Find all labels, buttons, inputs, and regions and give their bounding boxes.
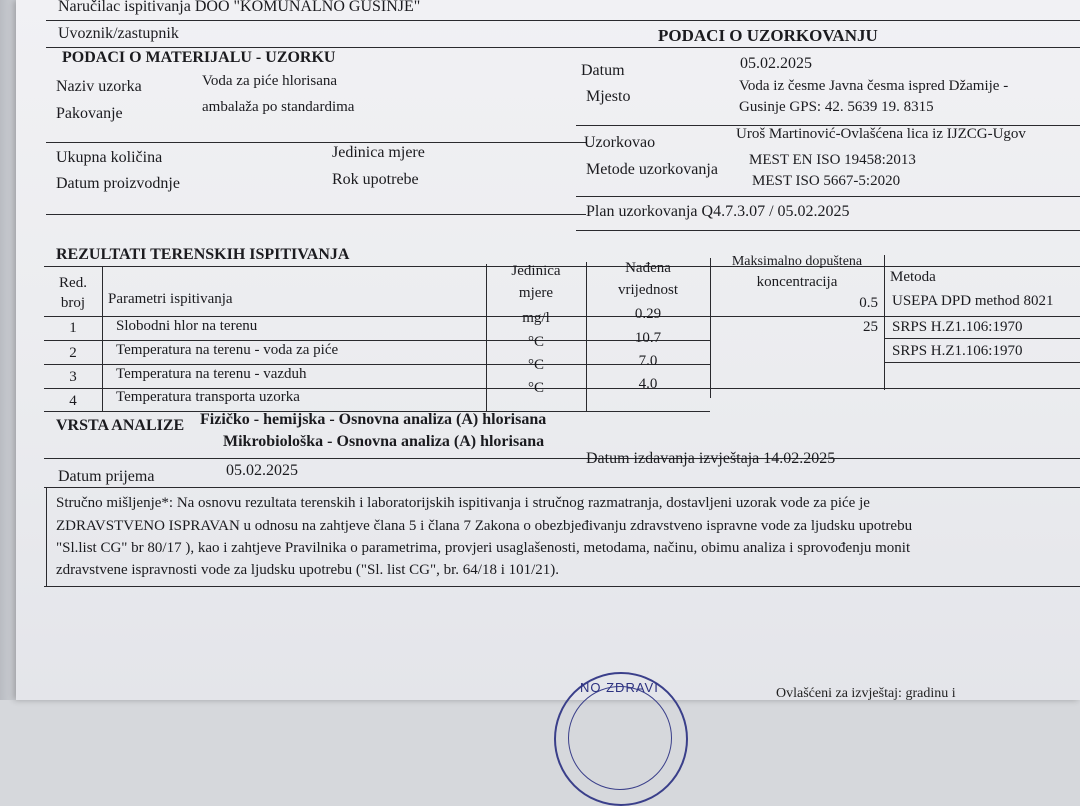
th-red-1: Red. [59, 275, 87, 291]
th-max-2: koncentracija [756, 274, 838, 290]
cell-no: 2 [69, 345, 77, 361]
cell-param: Slobodni hlor na terenu [116, 318, 258, 334]
mjesto-line1: Voda iz česme Javna česma ispred Džamije - [739, 78, 1009, 94]
datum-label: Datum [581, 62, 625, 79]
report-page [16, 0, 1080, 700]
th-jedinica-1: Jedinica [511, 263, 561, 279]
opinion-line-2: ZDRAVSTVENO ISPRAVAN u odnosu na zahtjeve člana 5 i člana 7 Zakona o obezbjeđivanju zdravstveno ispravne vode za ljudsku upotrebu [56, 518, 913, 534]
rule [46, 20, 1080, 21]
cell-unit: °C [527, 334, 544, 350]
stamp-inner-ring [568, 686, 672, 790]
narucilac-text: Naručilac ispitivanja DOO "KOMUNALNO GUSINJE" [58, 0, 421, 15]
pakovanje-label: Pakovanje [56, 105, 123, 122]
naziv-value: Voda za piće hlorisana [202, 73, 338, 89]
uzorkovao-value: Uroš Martinović-Ovlašćena lica iz IJZCG-Ugov [736, 126, 1026, 142]
cell-max: 0.5 [859, 295, 878, 311]
cell-method: USEPA DPD method 8021 [892, 293, 1054, 309]
th-nadjena-2: vrijednost [618, 282, 678, 298]
cell-max: 25 [863, 319, 878, 335]
uzorkovao-label: Uzorkovao [584, 134, 656, 151]
datum-value: 05.02.2025 [740, 55, 812, 72]
cell-param: Temperatura transporta uzorka [116, 389, 300, 405]
analysis-line1: Fizičko - hemijska - Osnovna analiza (A) hlorisana [200, 411, 547, 428]
th-red-2: broj [60, 295, 86, 311]
rule [576, 230, 1080, 231]
th-param: Parametri ispitivanja [108, 291, 233, 307]
material-section-title: PODACI O MATERIJALU - UZORKU [62, 49, 336, 66]
uvoznik-label: Uvoznik/zastupnik [58, 25, 179, 42]
jedinica-label: Jedinica mjere [332, 144, 425, 161]
th-metoda: Metoda [890, 269, 936, 285]
izdavanje-text: Datum izdavanja izvještaja 14.02.2025 [586, 450, 836, 467]
table-col-line [102, 266, 103, 412]
prijem-label: Datum prijema [58, 468, 155, 485]
rule [46, 488, 47, 586]
plan-text: Plan uzorkovanja Q4.7.3.07 / 05.02.2025 [586, 203, 850, 220]
results-title: REZULTATI TERENSKIH ISPITIVANJA [56, 246, 350, 263]
cell-param: Temperatura na terenu - voda za piće [116, 342, 339, 358]
kolicina-label: Ukupna količina [56, 149, 163, 166]
cell-unit: mg/l [522, 310, 550, 326]
rule [44, 586, 1080, 587]
table-rule [884, 338, 1080, 339]
cell-value: 4.0 [638, 376, 658, 392]
rule [44, 487, 1080, 488]
mjesto-line2: Gusinje GPS: 42. 5639 19. 8315 [739, 99, 934, 115]
page-edge [0, 0, 16, 700]
cell-no: 1 [69, 320, 77, 336]
analysis-label: VRSTA ANALIZE [56, 417, 185, 434]
cell-method: SRPS H.Z1.106:1970 [892, 343, 1023, 359]
cell-no: 3 [69, 369, 77, 385]
opinion-line-4: zdravstvene ispravnosti vode za ljudsku upotrebu ("Sl. list CG", br. 64/18 i 101/21). [56, 562, 560, 578]
official-stamp [554, 672, 688, 806]
cell-value: 0.29 [634, 306, 662, 322]
metode-label: Metode uzorkovanja [586, 161, 718, 178]
metode-line1: MEST EN ISO 19458:2013 [749, 152, 916, 168]
signature-line-text: Ovlašćeni za izvještaj: gradinu i [776, 686, 956, 701]
analysis-line2: Mikrobiološka - Osnovna analiza (A) hlorisana [223, 433, 545, 450]
th-jedinica-2: mjere [518, 285, 554, 301]
rule [46, 214, 586, 215]
cell-value: 7.0 [638, 353, 658, 369]
table-rule [884, 362, 1080, 363]
table-col-line [884, 255, 885, 390]
cell-param: Temperatura na terenu - vazduh [116, 366, 307, 382]
opinion-line-3: "Sl.list CG" br 80/17 ), kao i zahtjeve Pravilnika o parametrima, provjeri usaglašenosti, metodama, načinu, obimu analiza i sprovođenju monit [56, 540, 911, 556]
pakovanje-value: ambalaža po standardima [202, 99, 355, 115]
datum-proizvodnje-label: Datum proizvodnje [56, 175, 180, 192]
rule [46, 142, 586, 143]
opinion-line-1: Stručno mišljenje*: Na osnovu rezultata terenskih i laboratorijskih ispitivanja i stručnog razmatranja, dostavljeni uzorak vode za piće je [56, 495, 870, 511]
naziv-label: Naziv uzorka [56, 78, 142, 95]
sampling-section-title: PODACI O UZORKOVANJU [658, 26, 878, 45]
th-max-1: Maksimalno dopuštena [731, 254, 863, 269]
stamp-text: NO ZDRAVI [580, 680, 659, 695]
rok-label: Rok upotrebe [332, 171, 419, 188]
rule [44, 458, 1080, 459]
cell-unit: °C [527, 380, 544, 396]
cell-no: 4 [69, 393, 77, 409]
th-nadjena-1: Nađena [625, 260, 671, 276]
rule [576, 196, 1080, 197]
mjesto-label: Mjesto [586, 88, 631, 105]
cell-method: SRPS H.Z1.106:1970 [892, 319, 1023, 335]
cell-unit: °C [527, 357, 544, 373]
prijem-value: 05.02.2025 [226, 462, 298, 479]
cell-value: 10.7 [634, 330, 662, 346]
metode-line2: MEST ISO 5667-5:2020 [752, 173, 901, 189]
rule [46, 47, 1080, 48]
